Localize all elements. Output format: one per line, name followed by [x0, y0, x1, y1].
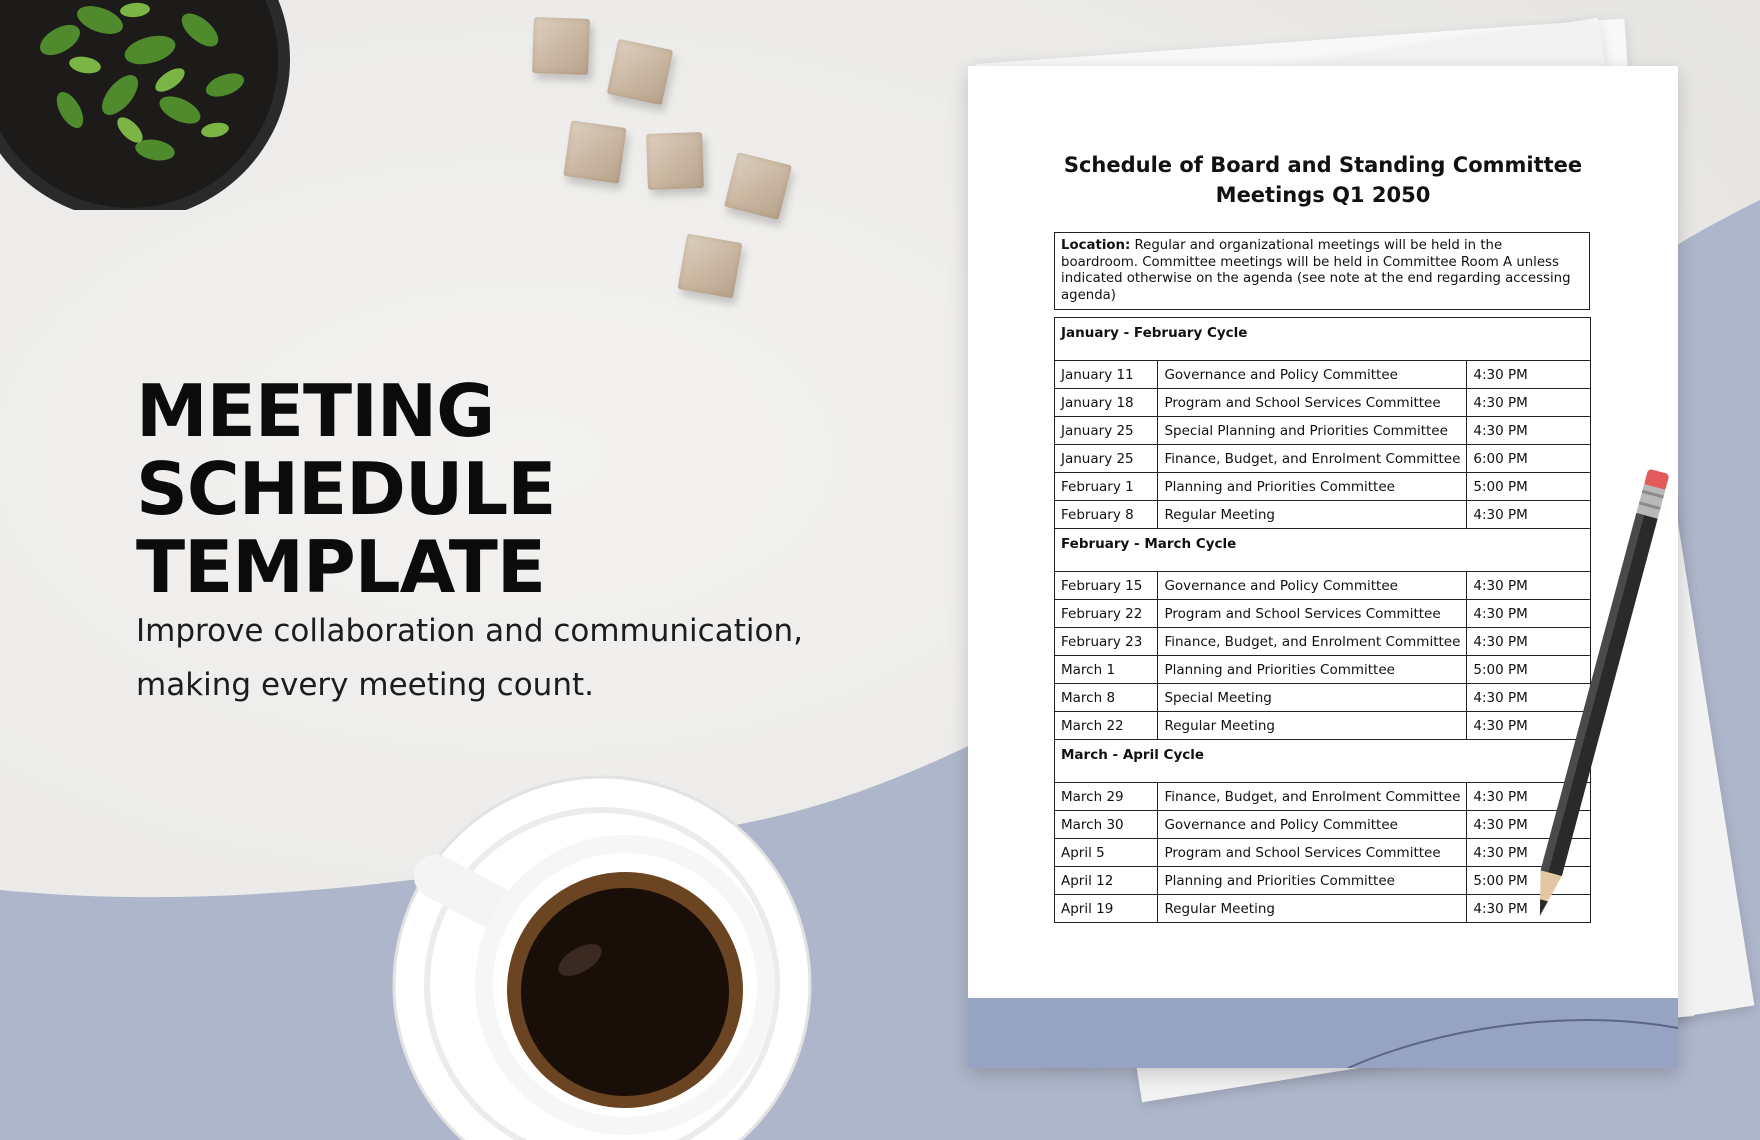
- location-box: [1054, 232, 1590, 310]
- meeting-name: Governance and Policy Committee: [1158, 572, 1467, 600]
- location-label: Location:: [1061, 238, 1131, 253]
- meeting-date: January 11: [1055, 361, 1158, 389]
- wooden-cube-decoration: [563, 120, 626, 183]
- meeting-name: Regular Meeting: [1158, 712, 1467, 740]
- meeting-time: 4:30 PM: [1467, 417, 1591, 445]
- headline-line: SCHEDULE: [136, 447, 556, 531]
- wooden-cube-decoration: [646, 132, 704, 190]
- meeting-time: 4:30 PM: [1467, 628, 1591, 656]
- meeting-time: 4:30 PM: [1467, 783, 1591, 811]
- meeting-name: Governance and Policy Committee: [1158, 811, 1467, 839]
- meeting-time: 4:30 PM: [1467, 712, 1591, 740]
- meeting-date: February 15: [1055, 572, 1158, 600]
- meeting-date: February 1: [1055, 473, 1158, 501]
- headline-line: TEMPLATE: [136, 525, 546, 609]
- meeting-date: March 8: [1055, 684, 1158, 712]
- meeting-date: February 23: [1055, 628, 1158, 656]
- wooden-cube-decoration: [532, 17, 590, 75]
- meeting-time: 6:00 PM: [1467, 445, 1591, 473]
- meeting-name: Governance and Policy Committee: [1158, 361, 1467, 389]
- meeting-date: January 25: [1055, 417, 1158, 445]
- meeting-date: March 29: [1055, 783, 1158, 811]
- meeting-time: 4:30 PM: [1467, 895, 1591, 923]
- meeting-time: 4:30 PM: [1467, 501, 1591, 529]
- cycle-name: February - March Cycle: [1055, 529, 1591, 572]
- coffee-cup-decoration: [380, 770, 840, 1140]
- meeting-date: March 22: [1055, 712, 1158, 740]
- meeting-name: Program and School Services Committee: [1158, 389, 1467, 417]
- cycle-name: January - February Cycle: [1055, 318, 1591, 361]
- wooden-cube-decoration: [607, 39, 673, 105]
- plant-pot-decoration: [0, 0, 300, 210]
- meeting-name: Planning and Priorities Committee: [1158, 867, 1467, 895]
- meeting-date: January 18: [1055, 389, 1158, 417]
- meeting-time: 5:00 PM: [1467, 867, 1591, 895]
- wooden-cube-decoration: [678, 234, 743, 299]
- meeting-time: 4:30 PM: [1467, 600, 1591, 628]
- meeting-date: March 30: [1055, 811, 1158, 839]
- meeting-date: February 8: [1055, 501, 1158, 529]
- meeting-date: February 22: [1055, 600, 1158, 628]
- meeting-name: Special Meeting: [1158, 684, 1467, 712]
- meeting-time: 4:30 PM: [1467, 572, 1591, 600]
- headline-line: MEETING: [136, 369, 495, 453]
- meeting-time: 4:30 PM: [1467, 361, 1591, 389]
- pencil-decoration: [1500, 455, 1690, 965]
- headline: [136, 369, 556, 609]
- meeting-date: April 12: [1055, 867, 1158, 895]
- meeting-name: Regular Meeting: [1158, 895, 1467, 923]
- table-row: [1055, 389, 1591, 417]
- meeting-time: 5:00 PM: [1467, 656, 1591, 684]
- subtitle: Improve collaboration and communication, making every meeting count.: [136, 613, 803, 703]
- meeting-name: Finance, Budget, and Enrolment Committee: [1158, 783, 1467, 811]
- cycle-name: March - April Cycle: [1055, 740, 1591, 783]
- meeting-name: Program and School Services Committee: [1158, 839, 1467, 867]
- meeting-date: March 1: [1055, 656, 1158, 684]
- meeting-time: 4:30 PM: [1467, 839, 1591, 867]
- document-footer-band: [968, 998, 1678, 1068]
- meeting-name: Finance, Budget, and Enrolment Committee: [1158, 445, 1467, 473]
- cycle-header-row: [1055, 318, 1591, 361]
- meeting-time: 4:30 PM: [1467, 811, 1591, 839]
- meeting-name: Program and School Services Committee: [1158, 600, 1467, 628]
- location-text: Regular and organizational meetings will be held in the boardroom. Committee meetings will be held in Committee Room A unless indicated otherwise on the agenda (see note at the end regarding accessing agenda): [1061, 238, 1571, 303]
- table-row: [1055, 417, 1591, 445]
- meeting-name: Finance, Budget, and Enrolment Committee: [1158, 628, 1467, 656]
- meeting-time: 4:30 PM: [1467, 684, 1591, 712]
- meeting-name: Regular Meeting: [1158, 501, 1467, 529]
- meeting-date: January 25: [1055, 445, 1158, 473]
- meeting-name: Planning and Priorities Committee: [1158, 473, 1467, 501]
- meeting-name: Planning and Priorities Committee: [1158, 656, 1467, 684]
- document-title: Schedule of Board and Standing Committee Meetings Q1 2050: [1063, 153, 1583, 207]
- meeting-name: Special Planning and Priorities Committee: [1158, 417, 1467, 445]
- meeting-time: 5:00 PM: [1467, 473, 1591, 501]
- footer-curve-decoration: [968, 998, 1678, 1068]
- meeting-date: April 19: [1055, 895, 1158, 923]
- table-row: [1055, 361, 1591, 389]
- meeting-time: 4:30 PM: [1467, 389, 1591, 417]
- meeting-date: April 5: [1055, 839, 1158, 867]
